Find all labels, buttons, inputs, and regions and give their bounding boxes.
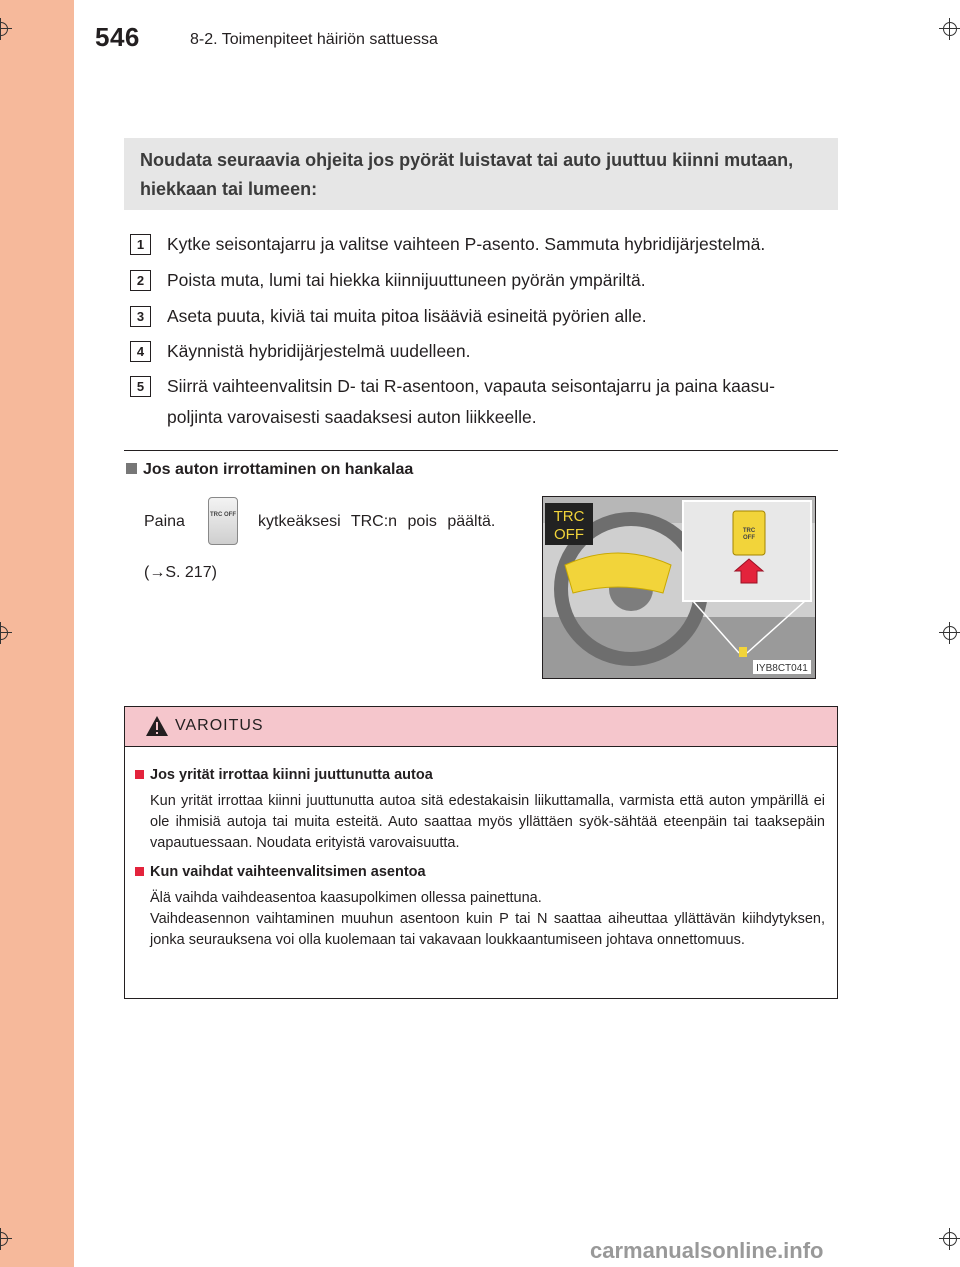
page-number: 546 — [95, 22, 140, 52]
crop-mark-icon — [0, 1228, 12, 1250]
trc-off-button-icon — [208, 497, 238, 545]
step-text: Kytke seisontajarru ja valitse vaihteen P-asento. Sammuta hybridijärjestelmä. — [167, 234, 766, 254]
trc-off-label: TRC OFF — [210, 512, 236, 518]
crop-mark-icon — [0, 622, 12, 644]
crop-mark-icon — [0, 18, 12, 40]
crop-mark-icon — [939, 18, 960, 40]
square-bullet-icon — [135, 867, 144, 876]
section-title: 8-2. Toimenpiteet häiriön sattuessa — [190, 31, 438, 48]
svg-text:OFF: OFF — [554, 526, 584, 543]
watermark: carmanualsonline.info — [590, 1238, 824, 1263]
svg-text:OFF: OFF — [743, 535, 755, 541]
warning-title: VAROITUS — [175, 717, 264, 734]
crop-mark-icon — [939, 622, 960, 644]
step-text: Poista muta, lumi tai hiekka kiinnijuuttuneen pyörän ympäriltä. — [167, 270, 646, 290]
dashboard-illustration — [543, 497, 815, 678]
warning-header — [125, 707, 837, 747]
square-bullet-icon — [135, 770, 144, 779]
svg-text:IYB8CT041: IYB8CT041 — [756, 663, 808, 674]
warning-triangle-icon — [145, 715, 169, 737]
warning-box — [124, 706, 838, 999]
warning-item-text: Älä vaihda vaihdeasentoa kaasupolkimen ollessa painettuna. — [150, 890, 542, 906]
square-bullet-icon — [126, 463, 137, 474]
step-number: 2 — [130, 270, 151, 291]
section-divider — [124, 450, 838, 451]
dashboard-photo — [542, 496, 816, 679]
trc-indicator-text: TRC — [553, 508, 585, 525]
subsection-heading: Jos auton irrottaminen on hankalaa — [126, 461, 413, 479]
warning-item-heading: Jos yrität irrottaa kiinni juuttunutta autoa — [135, 767, 433, 783]
press-label: Paina — [144, 513, 185, 530]
step-number: 5 — [130, 376, 151, 397]
step-number: 1 — [130, 234, 151, 255]
warning-item-text: Kun yrität irrottaa kiinni juuttunutta autoa sitä edestakaisin liikuttamalla, varmista että auton ympärillä ei ole ihmisiä autoja tai muita esteitä. Auto saattaa myös yllättäen syök-sähtää eteenpäin tai taaksepäin vapautuessaan. Noudata erityistä varovaisuutta. — [150, 793, 825, 851]
warning-item-heading: Kun vaihdat vaihteenvalitsimen asentoa — [135, 864, 426, 880]
warning-item-text: Vaihdeasennon vaihtaminen muuhun asentoon kuin P tai N saattaa aiheuttaa yllättävän kiihdytyksen, jonka seurauksena voi olla kuolemaan tai vakavaan loukkaantumiseen johtava onnettomuus. — [150, 911, 825, 948]
intro-box — [124, 138, 838, 210]
svg-text:TRC: TRC — [742, 528, 756, 534]
crop-mark-icon — [939, 1228, 960, 1250]
step-text: Siirrä vaihteenvalitsin D- tai R-asentoon, vapauta seisontajarru ja paina kaasu-poljinta varovaisesti saadaksesi auton liikkeelle. — [167, 376, 775, 427]
page-reference: (→S. 217) — [144, 564, 217, 581]
intro-text: Noudata seuraavia ohjeita jos pyörät luistavat tai auto juuttuu kiinni mutaan, hiekkaan tai lumeen: — [140, 150, 794, 199]
step-number: 4 — [130, 341, 151, 362]
step-text: Käynnistä hybridijärjestelmä uudelleen. — [167, 341, 471, 361]
step-text: Aseta puuta, kiviä tai muita pitoa lisääviä esineitä pyörien alle. — [167, 306, 647, 326]
step-number: 3 — [130, 306, 151, 327]
press-instruction: kytkeäksesi TRC:n pois päältä. — [258, 513, 496, 530]
